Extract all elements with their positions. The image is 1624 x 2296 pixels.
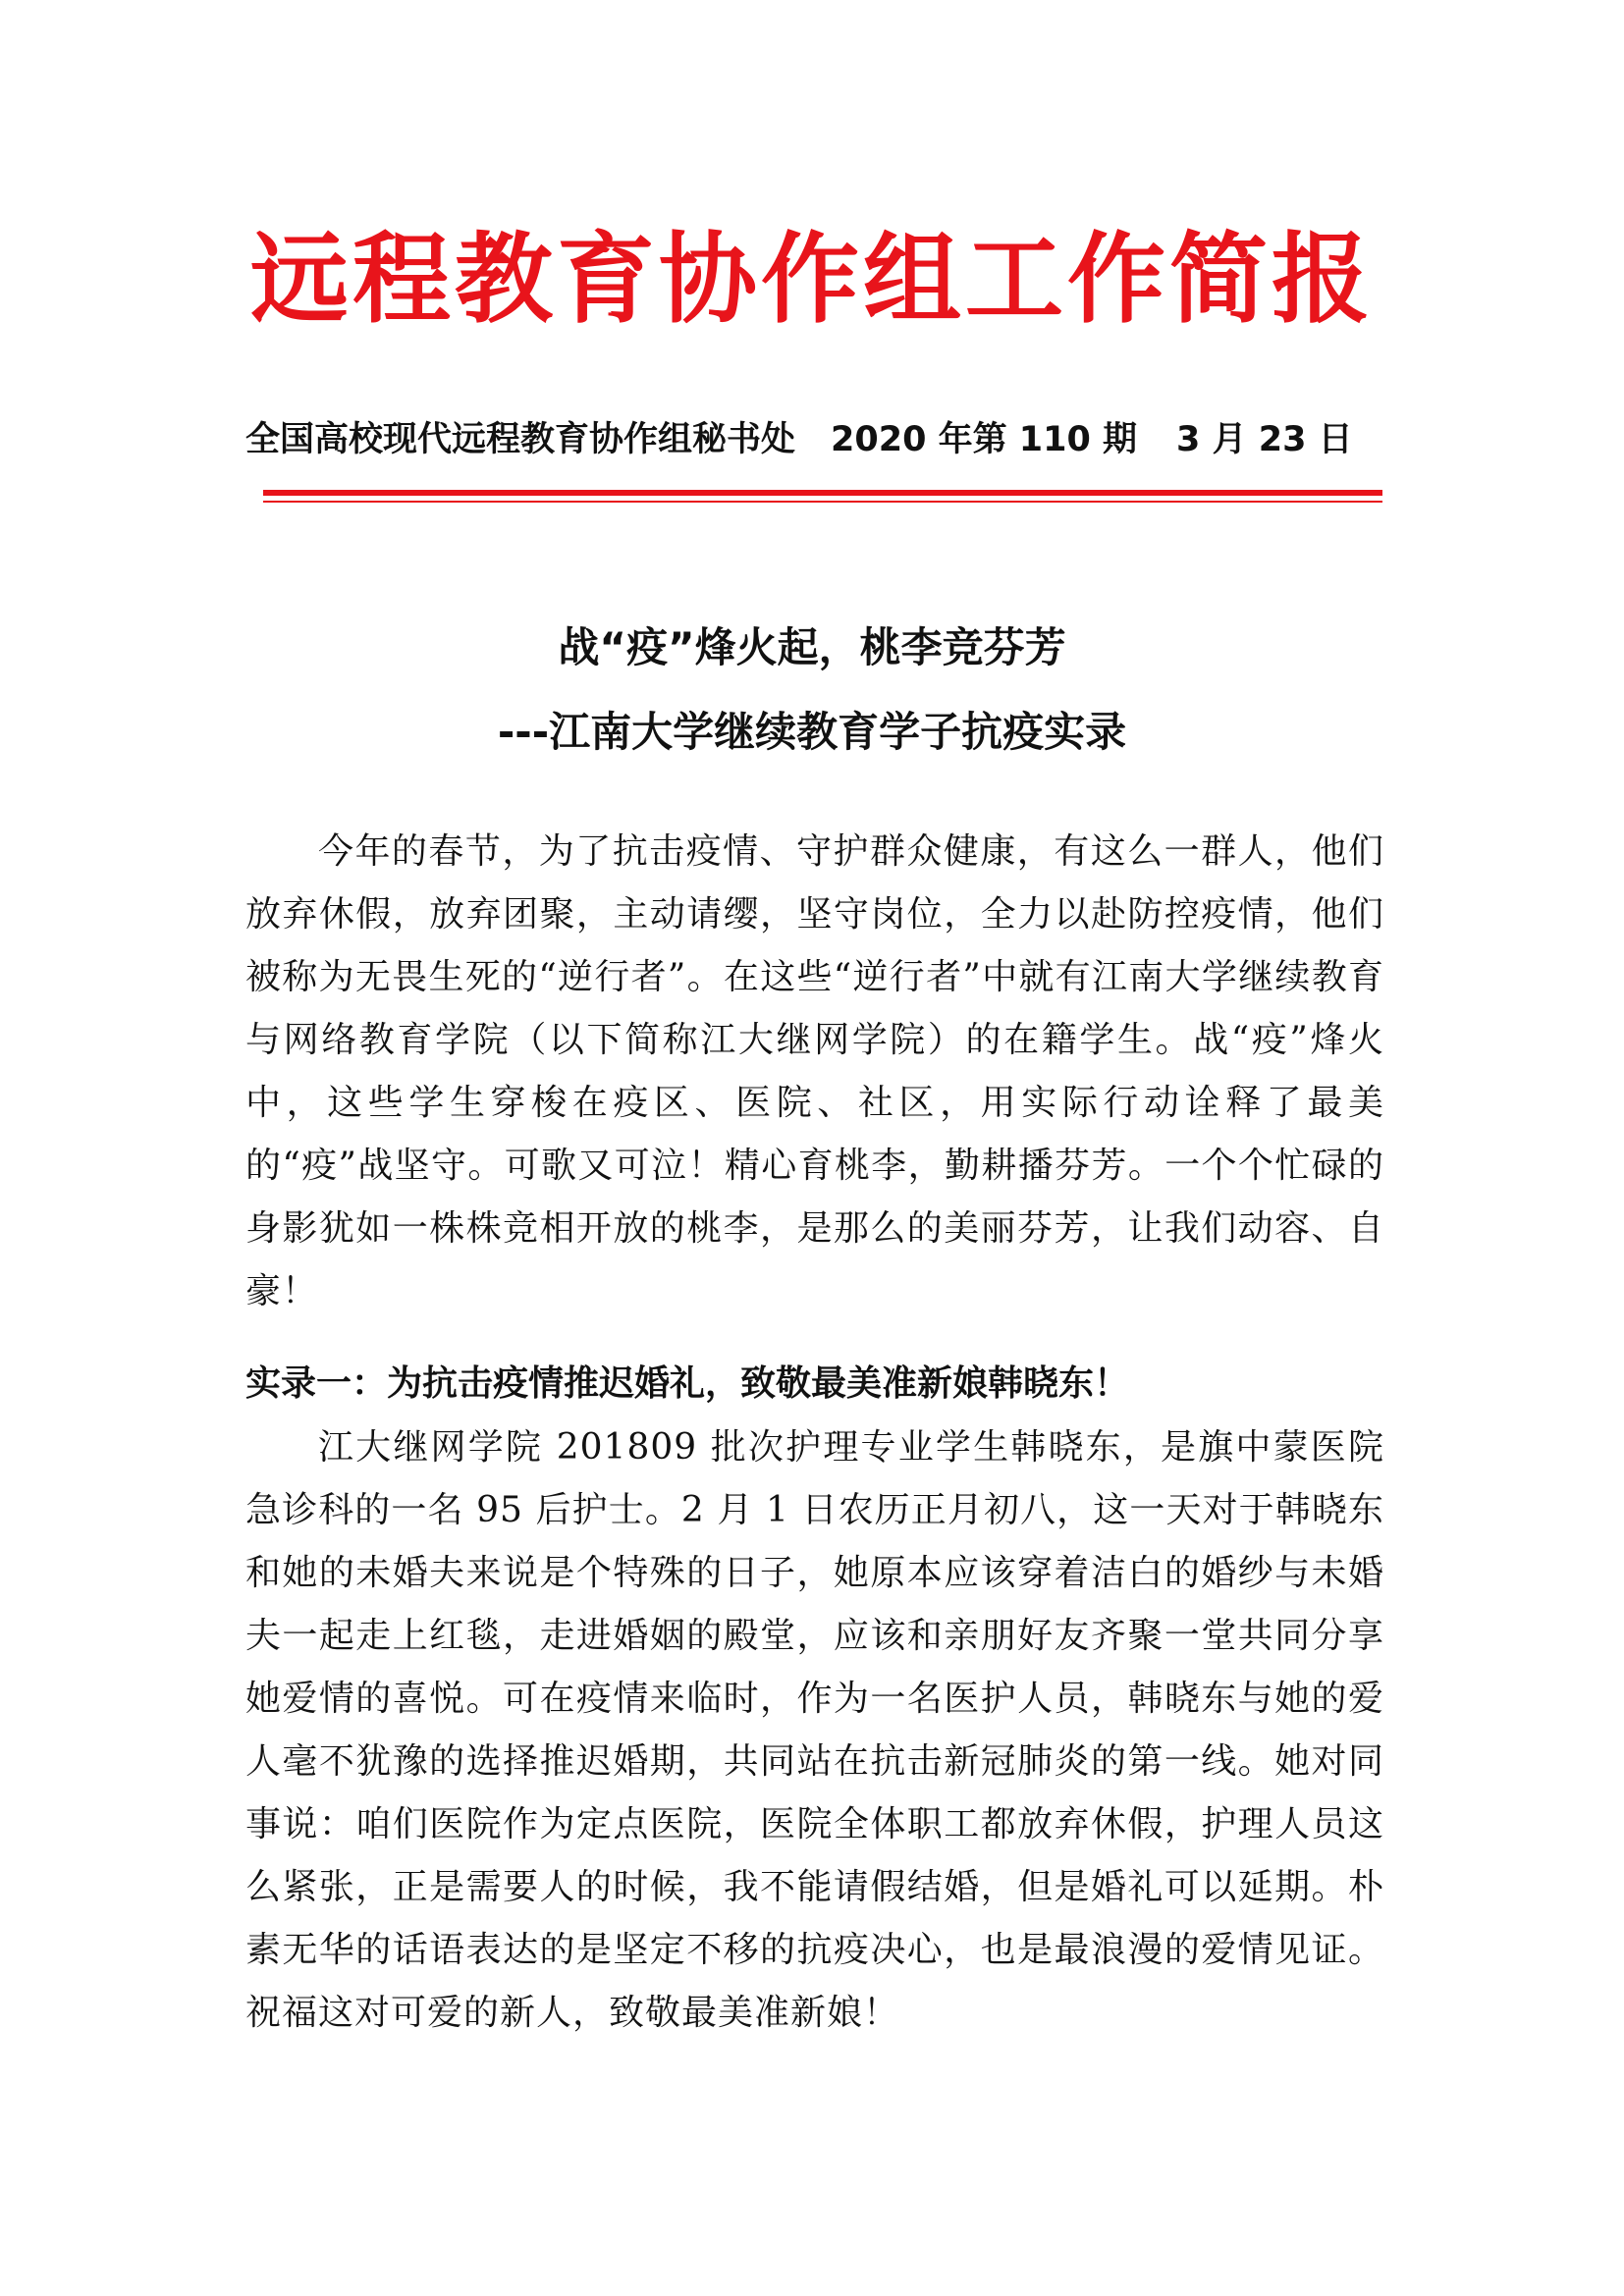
issuing-organization: 全国高校现代远程教育协作组秘书处 [245,420,796,459]
issue-info-line [245,415,1384,464]
issue-date: 3 月 23 日 [1176,420,1353,459]
masthead-title: 远程教育协作组工作简报 [250,222,1374,337]
article-title: 战“疫”烽火起，桃李竞芬芳 [558,623,1066,671]
header-divider-thin [263,501,1382,503]
intro-paragraph: 今年的春节，为了抗击疫情、守护群众健康，有这么一群人，他们放弃休假，放弃团聚，主动请缨，坚守岗位，全力以赴防控疫情，他们被称为无畏生死的“逆行者”。在这些“逆行者”中就有江南大学继续教育与网络教育学院（以下简称江大继网学院）的在籍学生。战“疫”烽火中，这些学生穿梭在疫区、医院、社区，用实际行动诠释了最美的“疫”战坚守。可歌又可泣！精心育桃李，勤耕播芬芳。一个个忙碌的身影犹如一株株竞相开放的桃李，是那么的美丽芬芳，让我们动容、自豪！ [245,831,1384,1311]
section-heading: 实录一：为抗击疫情推迟婚礼，致敬最美准新娘韩晓东！ [245,1363,1130,1404]
header-divider-thick [263,490,1382,496]
issue-number: 2020 年第 110 期 [831,420,1138,459]
section-paragraph: 江大继网学院 201809 批次护理专业学生韩晓东，是旗中蒙医院急诊科的一名 95 后护士。2 月 1 日农历正月初八，这一天对于韩晓东和她的未婚夫来说是个特殊的日子，她原本应该穿着洁白的婚纱与未婚夫一起走上红毯，走进婚姻的殿堂，应该和亲朋好友齐聚一堂共同分享她爱情的喜悦。可在疫情来临时，作为一名医护人员，韩晓东与她的爱人毫不犹豫的选择推迟婚期，共同站在抗击新冠肺炎的第一线。她对同事说：咱们医院作为定点医院，医院全体职工都放弃休假，护理人员这么紧张，正是需要人的时候，我不能请假结婚，但是婚礼可以延期。朴素无华的话语表达的是坚定不移的抗疫决心，也是最浪漫的爱情见证。祝福这对可爱的新人，致敬最美准新娘！ [245,1427,1384,2033]
article-subtitle: ---江南大学继续教育学子抗疫实录 [497,708,1127,756]
